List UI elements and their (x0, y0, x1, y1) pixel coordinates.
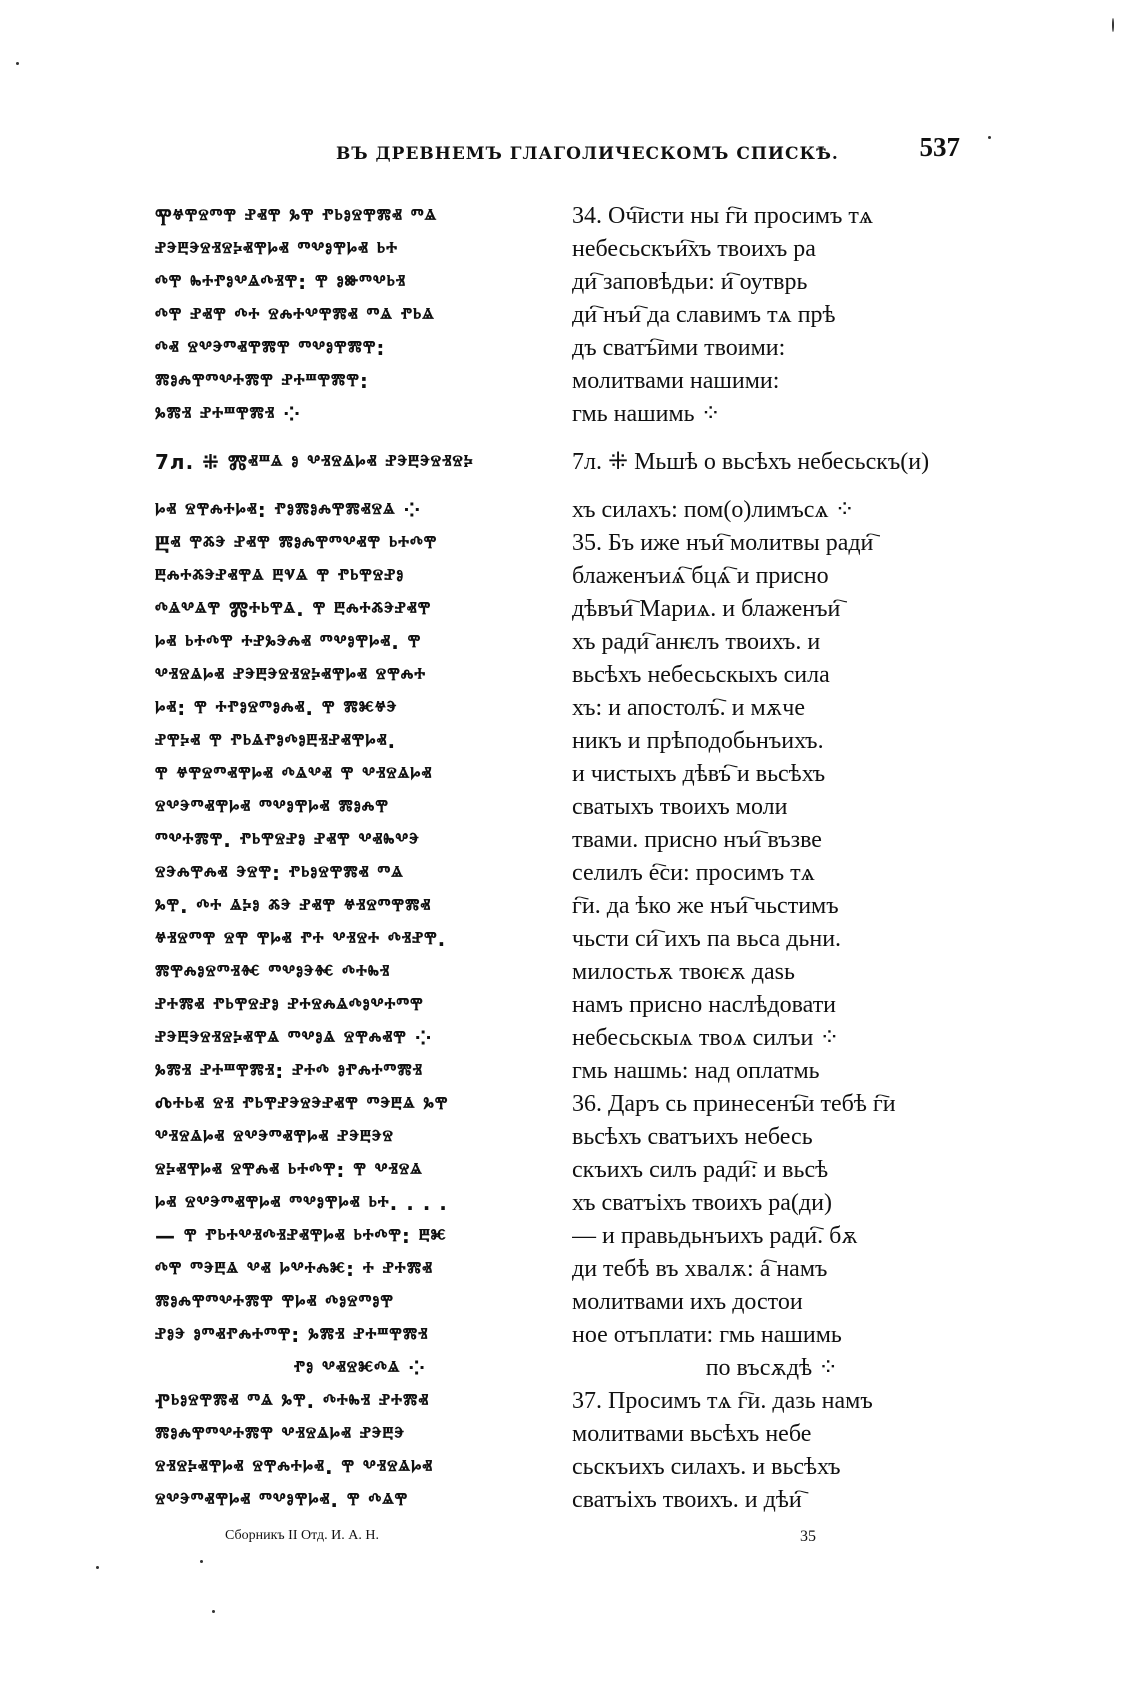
cyrillic-line: хъ ради҇ анѥлъ твоихъ. и (572, 629, 821, 655)
glagolitic-line: ⰴⰹ ⰸⰰⱂⱁⰲⱑⰴⱐⰹ: ⰹ ⱁⱆⱅⰲⱃⱐ (155, 270, 407, 294)
glagolitic-line: ⰿⱁⰾⰹⱅⰲⰰⰿⰹ ⰹⱈⱏ ⰴⱁⱄⱅⱁⰹ (155, 1290, 394, 1314)
glagolitic-line: Ⰴⰰⱃⱏ ⱄⱐ ⱂⱃⰹⱀⰵⱄⰵⱀⱏⰹ ⱅⰵⰱⱑ ⰳⰹ (155, 1092, 449, 1116)
cyrillic-line: сватыхъ твоихъ моли (572, 794, 788, 820)
glagolitic-line: ⰳⰹ. ⰴⰰ ⱑⰽⱁ ⰶⰵ ⱀⱏⰹ ⱍⱐⱄⱅⰹⰿⱏ (155, 894, 432, 918)
glagolitic-line: ⱀⰵⰱⰵⱄⱐⱄⰽⱏⰹⱑ ⱅⰲⱁⱑ ⱄⰹⰾⱏⰹ ⁘ (155, 1026, 433, 1050)
cyrillic-line: скъихъ силъ ради҇: и вьсѣ (572, 1157, 829, 1183)
glagolitic-line: ⰿⱁⰾⰹⱅⰲⰰⰿⰹ ⱀⰰⱎⰹⰿⰹ: (155, 369, 369, 393)
footer-signature: Сборникъ II Отд. И. А. Н. (225, 1528, 379, 1543)
cyrillic-line: по въсѫдѣ ⁘ (705, 1355, 839, 1381)
page-header (300, 128, 960, 178)
glagolitic-line: ⱈⱏ ⱃⰰⰴⰹ ⰰⱀⰳⰵⰾⱏ ⱅⰲⱁⰹⱈⱏ. ⰹ (155, 630, 422, 654)
cyrillic-line: твами. присно нъи҇ възве (572, 827, 822, 853)
cyrillic-line: хъ: и апостолъ҇. и мѫче (572, 695, 806, 721)
cyrillic-line: и чистыхъ дѣвъ҇ и вьсѣхъ (572, 761, 826, 787)
cyrillic-line: г҇и. да ѣко же нъи҇ чьстимъ (572, 893, 839, 919)
glagolitic-line: ⱄⱐⱄⰽⱏⰹⱈⱏ ⱄⰹⰾⰰⱈⱏ. ⰹ ⰲⱐⱄⱑⱈⱏ (155, 1455, 434, 1479)
glagolitic-line: ⱄⰵⰾⰹⰾⱏ ⰵⱄⰹ: ⱂⱃⱁⱄⰹⰿⱏ ⱅⱑ (155, 861, 404, 885)
cyrillic-line: ди тебѣ въ хвалѫ: а҇ намъ (572, 1256, 828, 1282)
scan-speck (212, 1610, 215, 1613)
glagolitic-line: ⱄⰽⱏⰹⱈⱏ ⱄⰹⰾⱏ ⱃⰰⰴⰹ: ⰹ ⰲⱐⱄⱑ (155, 1158, 423, 1182)
glagolitic-line: ⱀⰹⰽⱏ ⰹ ⱂⱃⱑⱂⱁⰴⱁⰱⱐⱀⱏⰹⱈⱏ. (155, 729, 397, 753)
glagolitic-line: 7л. ⁜ Ⰿⱏⱎⱑ ⱁ ⰲⱐⱄⱑⱈⱏ ⱀⰵⰱⰵⱄⱐⱄⰽ (155, 450, 474, 474)
glagolitic-line: ⰲⱐⱄⱑⱈⱏ ⱄⰲⰵⱅⱏⰹⱈⱏ ⱀⰵⰱⰵⱄ (155, 1125, 394, 1149)
glagolitic-line: ⰱⰾⰰⰶⰵⱀⱏⰹⱑ ⰱⱌⱑ ⰹ ⱂⱃⰹⱄⱀⱁ (155, 564, 405, 588)
glagolitic-line: — ⰹ ⱂⱃⰰⰲⱐⰴⱐⱀⱏⰹⱈⱏ ⱃⰰⰴⰹ: ⰱⱘ (155, 1224, 447, 1248)
cyrillic-line: сьскъихъ силахъ. и вьсѣхъ (572, 1454, 841, 1480)
cyrillic-line: — и правьдьнъихъ ради҇. бѫ (572, 1223, 858, 1249)
glagolitic-line: ⰳⰿⱐ ⱀⰰⱎⰹⰿⱐ: ⱀⰰⰴ ⱁⱂⰾⰰⱅⰿⱐ (155, 1059, 424, 1083)
cyrillic-line: гмь нашмь: над оплатмь (572, 1058, 820, 1084)
cyrillic-line: сватъіхъ твоихъ. и дѣи҇ (572, 1487, 802, 1513)
cyrillic-line: 36. Даръ сь принесенъ҇и тебѣ г҇и (572, 1091, 896, 1117)
cyrillic-line: вьсѣхъ сватъихъ небесь (572, 1124, 813, 1150)
glagolitic-line: ⱀⰰⰿⱏ ⱂⱃⰹⱄⱀⱁ ⱀⰰⱄⰾⱑⰴⱁⰲⰰⱅⰹ (155, 993, 424, 1017)
cyrillic-line: 37. Просимъ тѧ г҇и. дазь намъ (572, 1388, 873, 1414)
glagolitic-line: ⱀⱁⰵ ⱁⱅⱏⱂⰾⰰⱅⰹ: ⰳⰿⱐ ⱀⰰⱎⰹⰿⱐ (155, 1323, 429, 1347)
glagolitic-line: ⱈⱏ ⱄⰲⰵⱅⱏⰹⱈⱏ ⱅⰲⱁⰹⱈⱏ ⱃⰰ. . . . (155, 1191, 448, 1215)
cyrillic-line: ное отъплати: гмь нашимь (572, 1322, 842, 1348)
running-title: ВЪ ДРЕВНЕМЪ ГЛАГОЛИЧЕСКОМЪ СПИСКѢ. (336, 144, 839, 164)
glagolitic-line: ⰴⱑⰲⱑⰹ Ⰿⰰⱃⰹⱑ. ⰹ ⰱⰾⰰⰶⰵⱀⱏⰹ (155, 597, 432, 621)
glagolitic-line: ⰹ ⱍⰹⱄⱅⱏⰹⱈⱏ ⰴⱑⰲⱏ ⰹ ⰲⱐⱄⱑⱈⱏ (155, 762, 433, 786)
page-number: 537 (919, 132, 960, 162)
cyrillic-line: небесьскыѧ твоѧ силъи ⁘ (572, 1025, 840, 1051)
cyrillic-line: дъ сватъ҇ими твоими: (572, 335, 786, 361)
scan-speck (16, 62, 19, 65)
cyrillic-line: вьсѣхъ небесьскыхъ сила (572, 662, 830, 688)
cyrillic-line: никъ и прѣподобьнъихъ. (572, 728, 824, 754)
cyrillic-line: гмь нашимь ⁘ (572, 401, 721, 427)
glagolitic-line: ⱂⱁ ⰲⱏⱄⱘⰴⱑ ⁘ (293, 1356, 427, 1380)
glagolitic-line: ⰿⱁⰾⰹⱅⰲⰰⰿⰹ ⰲⱐⱄⱑⱈⱏ ⱀⰵⰱⰵ (155, 1422, 406, 1446)
cyrillic-line: блаженъиѧ҇ бцѧ҇ и присно (572, 563, 829, 589)
glagolitic-line: Ⱂⱃⱁⱄⰹⰿⱏ ⱅⱑ ⰳⰹ. ⰴⰰⰸⱐ ⱀⰰⰿⱏ (155, 1389, 430, 1413)
glagolitic-line: ⰲⱐⱄⱑⱈⱏ ⱀⰵⰱⰵⱄⱐⱄⰽⱏⰹⱈⱏ ⱄⰹⰾⰰ (155, 663, 427, 687)
cyrillic-line: хъ силахъ: пом(о)лимъсѧ ⁘ (572, 497, 855, 523)
glagolitic-line: ⱄⰲⰵⱅⱏⰹⱈⱏ ⱅⰲⱁⰹⱈⱏ ⰿⱁⰾⰹ (155, 795, 389, 819)
footer-sheet-number: 35 (800, 1528, 816, 1545)
glagolitic-line: Ⰹⱍⰹⱄⱅⰹ ⱀⱏⰹ ⰳⰹ ⱂⱃⱁⱄⰹⰿⱏ ⱅⱑ (155, 204, 438, 228)
glagolitic-line: ⰴⱏ ⱄⰲⰵⱅⱏⰹⰿⰹ ⱅⰲⱁⰹⰿⰹ: (155, 336, 386, 360)
cyrillic-line: 34. Оч҇исти ны г҇и просимъ тѧ (572, 203, 874, 229)
scan-speck (200, 1560, 203, 1563)
cyrillic-line: селилъ е҇си: просимъ тѧ (572, 860, 815, 886)
glagolitic-line: Ⰱⱏ ⰹⰶⰵ ⱀⱏⰹ ⰿⱁⰾⰹⱅⰲⱏⰹ ⱃⰰⰴⰹ (155, 531, 438, 555)
cyrillic-line: молитвами ихъ достои (572, 1289, 803, 1315)
glagolitic-line: ⱈⱏ: ⰹ ⰰⱂⱁⱄⱅⱁⰾⱏ. ⰹ ⰿⱘⱍⰵ (155, 696, 398, 720)
glagolitic-column (155, 200, 565, 1517)
glagolitic-line: ⰳⰿⱐ ⱀⰰⱎⰹⰿⱐ ⁘ (155, 402, 301, 426)
scan-speck (988, 136, 991, 139)
cyrillic-line: 35. Бъ иже нъи҇ молитвы ради҇ (572, 530, 874, 556)
glagolitic-line: ⱀⰵⰱⰵⱄⱐⱄⰽⱏⰹⱈⱏ ⱅⰲⱁⰹⱈⱏ ⱃⰰ (155, 237, 398, 261)
scan-speck (96, 1566, 99, 1569)
glagolitic-line: ⱈⱏ ⱄⰹⰾⰰⱈⱏ: ⱂⱁⰿⱁⰾⰹⰿⱏⱄⱑ ⁘ (155, 498, 422, 522)
glagolitic-line: ⱍⱐⱄⱅⰹ ⱄⰹ ⰹⱈⱏ ⱂⰰ ⰲⱐⱄⰰ ⰴⱐⱀⰹ. (155, 927, 447, 951)
cyrillic-line: молитвами вьсѣхъ небе (572, 1421, 812, 1447)
cyrillic-line: 7л. ⁜ Мьшѣ о вьсѣхъ небесьскъ(и) (572, 449, 930, 475)
glagolitic-line: ⰴⰹ ⱀⱏⰹ ⰴⰰ ⱄⰾⰰⰲⰹⰿⱏ ⱅⱑ ⱂⱃⱑ (155, 303, 435, 327)
glagolitic-line: ⰿⰹⰾⱁⱄⱅⱐⱙ ⱅⰲⱁⰵⱙ ⰴⰰⰸⱐ (155, 960, 391, 984)
cyrillic-line: чьсти си҇ ихъ па вьса дьни. (572, 926, 842, 952)
scan-speck (1112, 18, 1114, 32)
cyrillic-line: ди҇ нъи҇ да славимъ тѧ прѣ (572, 302, 836, 328)
cyrillic-line: ди҇ заповѣдьи: и҇ оутврь (572, 269, 808, 295)
cyrillic-line: милостьѫ твоѥѫ даѕь (572, 959, 795, 985)
cyrillic-line: небесьскъи҇хъ твоихъ ра (572, 236, 816, 262)
cyrillic-line: дѣвъи҇ Мариѧ. и блаженъи҇ (572, 596, 841, 622)
cyrillic-line: хъ сватъіхъ твоихъ ра(ди) (572, 1190, 832, 1216)
cyrillic-line: намъ присно наслѣдовати (572, 992, 837, 1018)
glagolitic-line: ⱄⰲⰵⱅⱏⰹⱈⱏ ⱅⰲⱁⰹⱈⱏ. ⰹ ⰴⱑⰹ (155, 1488, 409, 1512)
glagolitic-line: ⰴⰹ ⱅⰵⰱⱑ ⰲⱏ ⱈⰲⰰⰾⱘ: ⰰ ⱀⰰⰿⱏ (155, 1257, 434, 1281)
glagolitic-line: ⱅⰲⰰⰿⰹ. ⱂⱃⰹⱄⱀⱁ ⱀⱏⰹ ⰲⱏⰸⰲⰵ (155, 828, 420, 852)
cyrillic-line: молитвами нашими: (572, 368, 780, 394)
cyrillic-column (572, 200, 972, 1517)
